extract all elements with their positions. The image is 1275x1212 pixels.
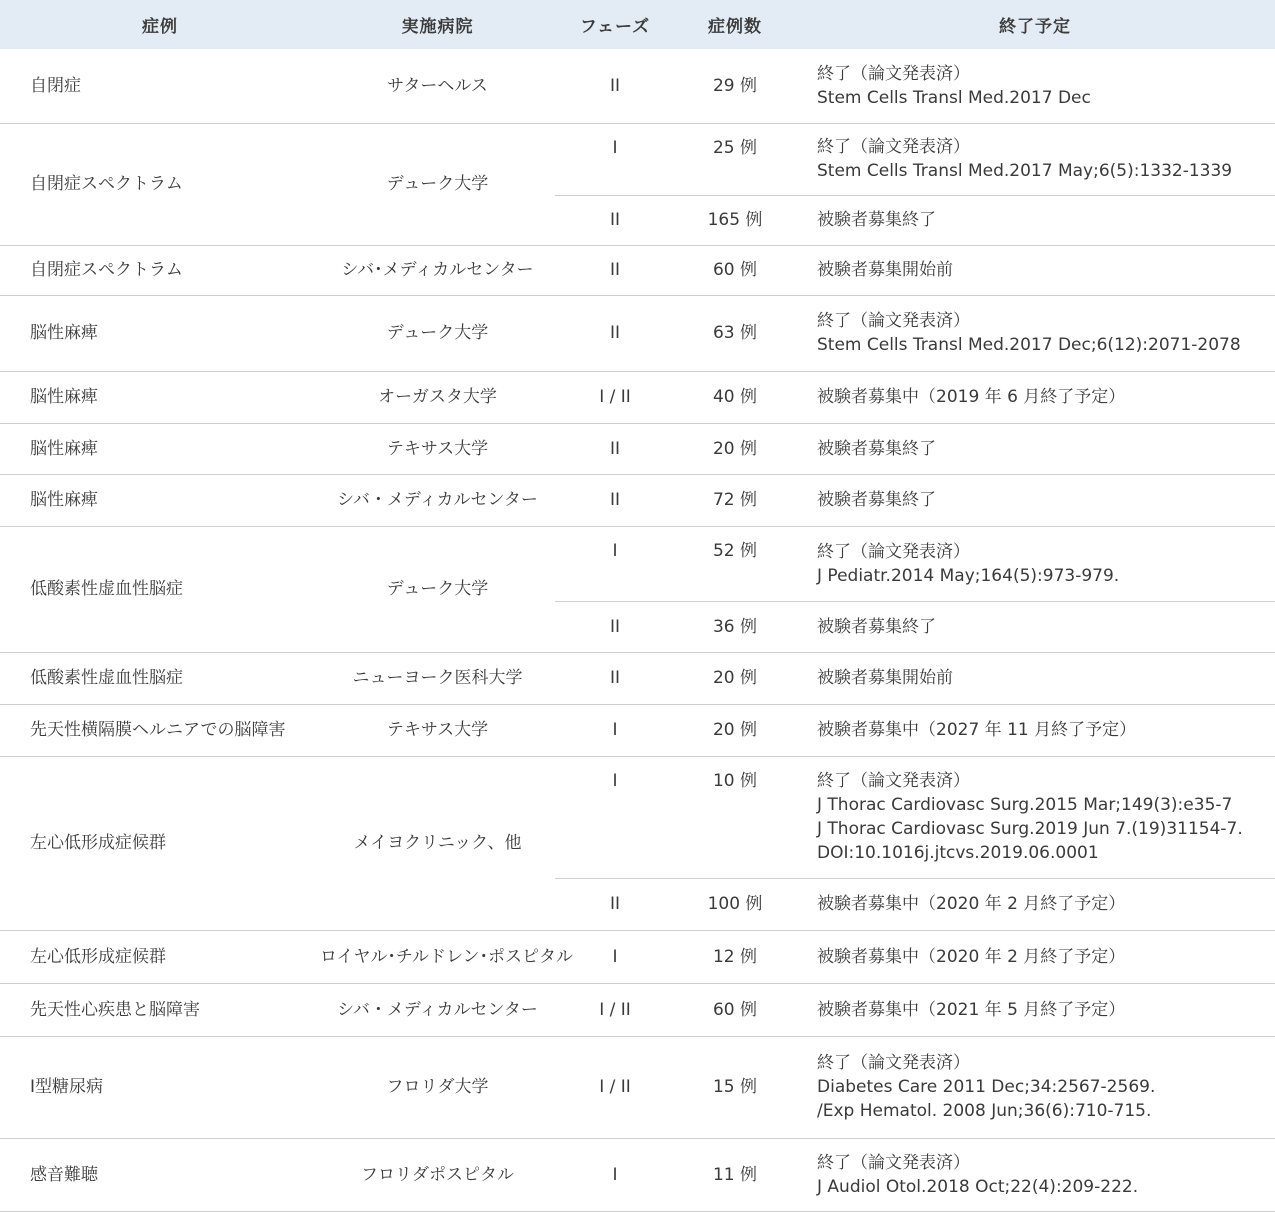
disease-cell: 脳性麻痺 xyxy=(0,423,320,474)
hospital-cell: ニューヨーク医科大学 xyxy=(320,652,555,704)
status-text: 被験者募集終了 xyxy=(817,490,936,510)
table-row xyxy=(0,1138,1275,1211)
status-text: 被験者募集終了 xyxy=(817,438,936,459)
status-cell xyxy=(795,526,1275,601)
count-value: 60 例 xyxy=(712,999,758,1020)
disease-cell: Ⅰ型糖尿病 xyxy=(0,1036,320,1138)
status-cell xyxy=(795,756,1275,878)
citation-text: Stem Cells Transl Med.2017 Dec;6(12):2071-2078 xyxy=(817,335,1241,355)
count-cell xyxy=(675,474,795,526)
phase-value: II xyxy=(609,668,621,688)
phase-value: II xyxy=(609,260,621,280)
header-disease: 症例 xyxy=(0,0,320,49)
phase-cell xyxy=(555,652,675,704)
status-text: 被験者募集開始前 xyxy=(817,260,953,280)
header-hospital: 実施病院 xyxy=(320,0,555,49)
status-text: 終了（論文発表済） xyxy=(817,311,970,331)
status-cell xyxy=(795,474,1275,526)
phase-cell xyxy=(555,756,675,878)
hospital-cell: テキサス大学 xyxy=(320,704,555,756)
status-text: 被験者募集中（2027 年 11 月終了予定） xyxy=(817,720,1137,740)
table-row xyxy=(0,123,1275,195)
count-cell xyxy=(675,930,795,983)
status-text: 被験者募集開始前 xyxy=(817,668,953,688)
phase-cell xyxy=(555,49,675,123)
phase-value: I / II xyxy=(599,999,631,1020)
table-body xyxy=(0,49,1275,1211)
count-cell xyxy=(675,1138,795,1211)
phase-cell xyxy=(555,878,675,930)
count-cell xyxy=(675,983,795,1036)
phase-cell xyxy=(555,245,675,295)
status-cell xyxy=(795,195,1275,245)
status-text: 被験者募集終了 xyxy=(817,210,936,230)
status-cell xyxy=(795,1036,1275,1138)
status-cell xyxy=(795,601,1275,652)
citation-text: Diabetes Care 2011 Dec;34:2567-2569. xyxy=(817,1077,1156,1097)
phase-value: I / II xyxy=(599,387,631,407)
count-value: 12 例 xyxy=(712,946,758,967)
count-cell xyxy=(675,526,795,601)
hospital-cell: フロリダポスピタル xyxy=(320,1138,555,1211)
disease-cell: 自閉症スペクトラム xyxy=(0,123,320,245)
count-value: 40 例 xyxy=(712,387,758,407)
status-cell xyxy=(795,983,1275,1036)
phase-value: II xyxy=(609,490,621,510)
hospital-cell: デューク大学 xyxy=(320,123,555,245)
count-cell xyxy=(675,371,795,423)
status-cell xyxy=(795,930,1275,983)
table-row xyxy=(0,371,1275,423)
status-cell xyxy=(795,49,1275,123)
status-cell xyxy=(795,245,1275,295)
status-text: 被験者募集中（2019 年 6 月終了予定） xyxy=(817,387,1126,407)
status-text: 終了（論文発表済） xyxy=(817,1053,970,1073)
hospital-cell: サターヘルス xyxy=(320,49,555,123)
phase-value: II xyxy=(609,75,621,96)
table-row xyxy=(0,245,1275,295)
disease-cell: 自閉症スペクトラム xyxy=(0,245,320,295)
status-text: 被験者募集中（2020 年 2 月終了予定） xyxy=(817,894,1126,914)
table-header-row xyxy=(0,0,1275,49)
count-value: 52 例 xyxy=(712,540,758,561)
disease-cell: 低酸素性虚血性脳症 xyxy=(0,526,320,652)
status-cell xyxy=(795,371,1275,423)
phase-value: I xyxy=(612,770,618,791)
citation-text: J Thorac Cardiovasc Surg.2015 Mar;149(3):e35-7 xyxy=(817,795,1233,815)
citation-text: /Exp Hematol. 2008 Jun;36(6):710-715. xyxy=(817,1101,1152,1121)
status-text: 終了（論文発表済） xyxy=(817,137,970,157)
count-cell xyxy=(675,878,795,930)
count-cell xyxy=(675,295,795,371)
phase-cell xyxy=(555,195,675,245)
status-text: 終了（論文発表済） xyxy=(817,1152,970,1173)
citation-text: J Audiol Otol.2018 Oct;22(4):209-222. xyxy=(817,1176,1139,1197)
hospital-cell: シバ・メディカルセンター xyxy=(320,983,555,1036)
phase-value: II xyxy=(609,616,621,637)
citation-text: J Pediatr.2014 May;164(5):973-979. xyxy=(817,565,1120,586)
count-cell xyxy=(675,423,795,474)
phase-value: I / II xyxy=(599,1077,631,1097)
count-value: 60 例 xyxy=(712,260,758,280)
phase-value: II xyxy=(609,438,621,459)
status-cell xyxy=(795,1138,1275,1211)
count-value: 72 例 xyxy=(712,490,758,510)
table-row xyxy=(0,704,1275,756)
status-cell xyxy=(795,652,1275,704)
hospital-cell: シバ･メディカルセンター xyxy=(320,245,555,295)
hospital-cell: デューク大学 xyxy=(320,295,555,371)
citation-text: Stem Cells Transl Med.2017 Dec xyxy=(817,87,1091,108)
header-count: 症例数 xyxy=(675,0,795,49)
phase-cell xyxy=(555,295,675,371)
count-cell xyxy=(675,245,795,295)
citation-text: Stem Cells Transl Med.2017 May;6(5):1332-1339 xyxy=(817,161,1233,181)
table-row xyxy=(0,423,1275,474)
count-cell xyxy=(675,49,795,123)
citation-text: DOI:10.1016j.jtcvs.2019.06.0001 xyxy=(817,843,1099,863)
phase-value: I xyxy=(612,540,618,561)
disease-cell: 先天性横隔膜ヘルニアでの脳障害 xyxy=(0,704,320,756)
phase-value: II xyxy=(609,323,621,343)
status-text: 被験者募集中（2021 年 5 月終了予定） xyxy=(817,999,1126,1020)
status-cell xyxy=(795,295,1275,371)
phase-value: I xyxy=(612,720,618,740)
header-status: 終了予定 xyxy=(795,0,1275,49)
count-value: 20 例 xyxy=(712,668,758,688)
hospital-cell: ロイヤル･チルドレン･ポスピタル xyxy=(320,930,555,983)
table-row xyxy=(0,930,1275,983)
status-text: 終了（論文発表済） xyxy=(817,63,970,84)
count-value: 63 例 xyxy=(712,323,758,343)
hospital-cell: シバ・メディカルセンター xyxy=(320,474,555,526)
count-cell xyxy=(675,123,795,195)
disease-cell: 脳性麻痺 xyxy=(0,371,320,423)
phase-cell xyxy=(555,474,675,526)
disease-cell: 左心低形成症候群 xyxy=(0,930,320,983)
phase-value: I xyxy=(612,137,618,158)
count-value: 25 例 xyxy=(712,137,758,158)
status-cell xyxy=(795,878,1275,930)
hospital-cell: フロリダ大学 xyxy=(320,1036,555,1138)
phase-cell xyxy=(555,123,675,195)
status-text: 被験者募集中（2020 年 2 月終了予定） xyxy=(817,946,1126,967)
table-row xyxy=(0,295,1275,371)
status-text: 終了（論文発表済） xyxy=(817,771,970,791)
table-row xyxy=(0,756,1275,878)
phase-cell xyxy=(555,526,675,601)
count-value: 100 例 xyxy=(707,894,763,914)
phase-cell xyxy=(555,983,675,1036)
status-cell xyxy=(795,123,1275,195)
count-cell xyxy=(675,1036,795,1138)
phase-cell xyxy=(555,423,675,474)
disease-cell: 脳性麻痺 xyxy=(0,295,320,371)
count-cell xyxy=(675,652,795,704)
count-cell xyxy=(675,704,795,756)
disease-cell: 先天性心疾患と脳障害 xyxy=(0,983,320,1036)
count-value: 11 例 xyxy=(712,1164,758,1185)
phase-value: II xyxy=(609,210,621,230)
phase-cell xyxy=(555,1036,675,1138)
phase-cell xyxy=(555,704,675,756)
disease-cell: 自閉症 xyxy=(0,49,320,123)
status-cell xyxy=(795,704,1275,756)
phase-cell xyxy=(555,930,675,983)
disease-cell: 脳性麻痺 xyxy=(0,474,320,526)
disease-cell: 左心低形成症候群 xyxy=(0,756,320,930)
count-value: 10 例 xyxy=(712,770,758,791)
hospital-cell: テキサス大学 xyxy=(320,423,555,474)
table-row xyxy=(0,526,1275,601)
count-value: 165 例 xyxy=(707,210,763,230)
count-value: 29 例 xyxy=(712,75,758,96)
phase-value: II xyxy=(609,894,621,914)
count-cell xyxy=(675,756,795,878)
count-value: 20 例 xyxy=(712,438,758,459)
count-value: 15 例 xyxy=(712,1077,758,1097)
hospital-cell: デューク大学 xyxy=(320,526,555,652)
phase-cell xyxy=(555,1138,675,1211)
count-value: 36 例 xyxy=(712,616,758,637)
citation-text: J Thorac Cardiovasc Surg.2019 Jun 7.(19)31154-7. xyxy=(817,819,1243,839)
table-row xyxy=(0,49,1275,123)
status-text: 被験者募集終了 xyxy=(817,616,936,637)
phase-value: I xyxy=(612,946,618,967)
table-row xyxy=(0,652,1275,704)
phase-value: I xyxy=(612,1164,618,1185)
disease-cell: 感音難聴 xyxy=(0,1138,320,1211)
header-phase: フェーズ xyxy=(555,0,675,49)
disease-cell: 低酸素性虚血性脳症 xyxy=(0,652,320,704)
hospital-cell: オーガスタ大学 xyxy=(320,371,555,423)
phase-cell xyxy=(555,371,675,423)
table-row xyxy=(0,983,1275,1036)
table-row xyxy=(0,474,1275,526)
hospital-cell: メイヨクリニック、他 xyxy=(320,756,555,930)
table-row xyxy=(0,1036,1275,1138)
status-cell xyxy=(795,423,1275,474)
count-cell xyxy=(675,601,795,652)
count-value: 20 例 xyxy=(712,720,758,740)
phase-cell xyxy=(555,601,675,652)
status-text: 終了（論文発表済） xyxy=(817,541,970,562)
count-cell xyxy=(675,195,795,245)
